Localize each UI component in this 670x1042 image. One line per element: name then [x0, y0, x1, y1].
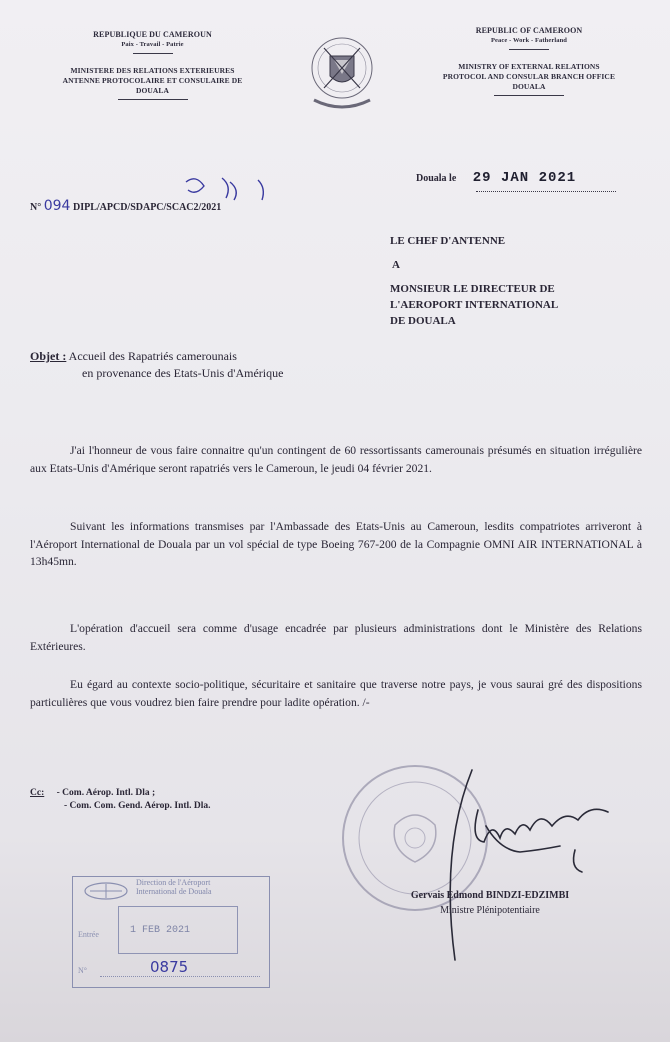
signature-icon [450, 770, 608, 960]
header-left-ministry-2: ANTENNE PROTOCOLAIRE ET CONSULAIRE DE [62, 76, 243, 85]
reception-stamp-header-2: International de Douala [136, 887, 212, 896]
initials-icon [186, 178, 263, 200]
header-left-country: REPUBLIQUE DU CAMEROUN [93, 30, 212, 39]
body-paragraph-3: L'opération d'accueil sera comme d'usage encadrée par plusieurs administrations dont le Ministère des Relations Extérieures. [30, 622, 642, 653]
signer-block [370, 888, 610, 918]
body-paragraph-4: Eu égard au contexte socio-politique, sécuritaire et sanitaire que traverse notre pays, je vous saurai gré des dispositions particulières que vous voudrez bien faire prendre pour ladite opération. /- [30, 678, 642, 709]
subject-line-2: en provenance des Etats-Unis d'Amérique [82, 366, 284, 380]
reception-entree-label: Entrée [78, 930, 99, 939]
cc-label: Cc: [30, 788, 45, 798]
reception-stamp-header [136, 878, 266, 896]
subject-label: Objet : [30, 349, 67, 363]
body-paragraph-2: Suivant les informations transmises par l'Ambassade des Etats-Unis au Cameroun, lesdits compatriotes arriveront à l'Aéroport International de Douala par un vol spécial de type Boeing 767-200 de la Compagnie OMNI AIR INTERNATIONAL à 13h45mn. [30, 520, 642, 568]
header-right-ministry-1: MINISTRY OF EXTERNAL RELATIONS [458, 62, 600, 71]
cc-item-1: - Com. Aérop. Intl. Dla ; [56, 788, 156, 798]
header-right-ministry-3: DOUALA [512, 82, 546, 91]
signer-name: Gervais Edmond BINDZI-EDZIMBI [410, 890, 570, 901]
date-label: Douala le [416, 173, 457, 184]
reference-code: DIPL/APCD/SDAPC/SCAC2/2021 [72, 202, 222, 213]
header-left-ministry-1: MINISTERE DES RELATIONS EXTERIEURES [70, 66, 235, 75]
recipient-line-1: MONSIEUR LE DIRECTEUR DE [390, 283, 555, 295]
header-right-ministry-2: PROTOCOL AND CONSULAR BRANCH OFFICE [442, 72, 616, 81]
airport-logo-icon [82, 880, 130, 902]
header-right-motto: Peace - Work - Fatherland [490, 37, 568, 44]
recipient-line-2: L'AEROPORT INTERNATIONAL [390, 299, 559, 311]
body-paragraph-1: J'ai l'honneur de vous faire connaitre qu'un contingent de 60 ressortissants camerounais présumés en situation irrégulière aux Etats-Unis d'Amérique seront rapatriés vers le Cameroun, le jeudi 04 février 2021. [30, 444, 642, 475]
reference-number: 094 [43, 198, 71, 214]
reception-number-label: N° [78, 966, 87, 975]
to-word: A [392, 259, 400, 271]
date-stamp: 29 JAN 2021 [472, 170, 577, 186]
recipient-line-3: DE DOUALA [390, 315, 456, 327]
cc-item-2: - Com. Com. Gend. Aérop. Intl. Dla. [64, 801, 211, 811]
subject-line-1: Accueil des Rapatriés camerounais [68, 349, 237, 363]
reception-date: 1 FEB 2021 [130, 925, 191, 936]
reception-stamp-header-1: Direction de l'Aéroport [136, 878, 211, 887]
reception-number-line [100, 976, 260, 977]
reception-number: 0875 [150, 958, 189, 976]
header-right-country: REPUBLIC OF CAMEROON [475, 26, 583, 35]
signer-title: Ministre Plénipotentiaire [440, 905, 540, 916]
header-left-ministry-3: DOUALA [135, 86, 170, 95]
reference-prefix: N° [30, 202, 42, 213]
header-left-motto: Paix - Travail - Patrie [121, 41, 184, 48]
sender-title: LE CHEF D'ANTENNE [390, 235, 506, 247]
